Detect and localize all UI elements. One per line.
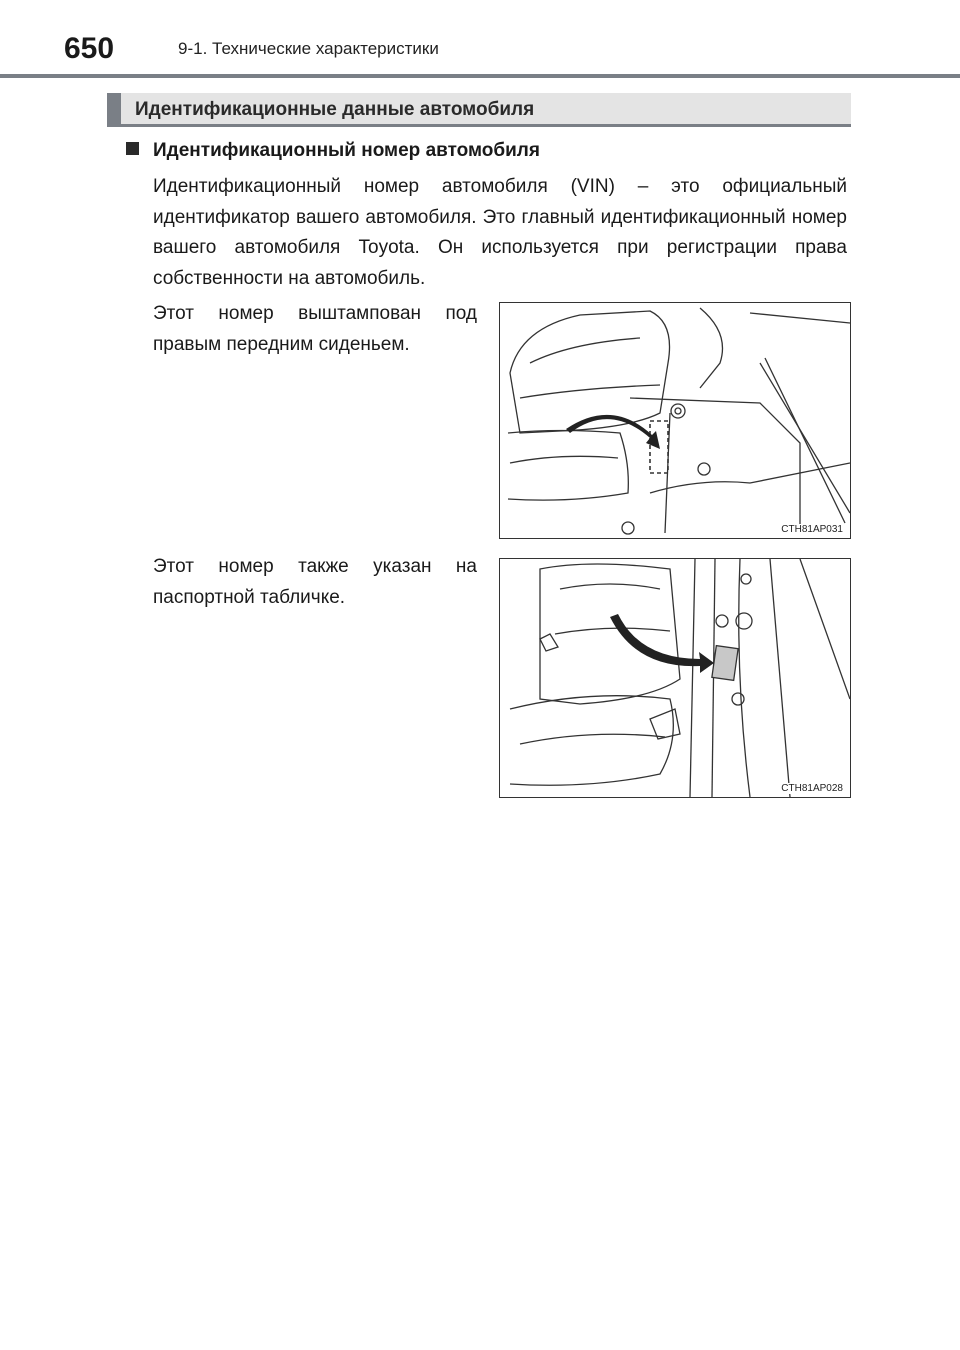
header-divider — [0, 74, 960, 78]
banner-title: Идентификационные данные автомобиля — [135, 99, 535, 120]
vin-description: Идентификационный номер автомобиля (VIN) – это официальный идентификатор вашего автомобиля. Это главный идентификационный номер вашего автомобиля Toyota. Он используется при регистрации права собственности на автомобиль. — [153, 176, 847, 289]
page-number: 650 — [64, 32, 115, 65]
figure-code: CTH81AP031 — [781, 524, 843, 535]
section-banner — [107, 93, 851, 127]
section-title: 9-1. Технические характеристики — [178, 39, 439, 58]
figure-seat-vin — [499, 302, 851, 539]
door-pillar-plate-illustration-icon — [500, 559, 850, 797]
subsection-title: Идентификационный номер автомобиля — [153, 140, 540, 161]
figure-code: CTH81AP028 — [781, 783, 843, 794]
figure-plate — [499, 558, 851, 798]
note-under-seat: Этот номер выштампован под правым передним сиденьем. — [153, 303, 477, 355]
subsection-heading — [126, 140, 540, 162]
note-plate: Этот номер также указан на паспортной табличке. — [153, 556, 477, 608]
square-bullet-icon — [126, 142, 139, 155]
seat-floor-vin-illustration-icon — [500, 303, 850, 538]
